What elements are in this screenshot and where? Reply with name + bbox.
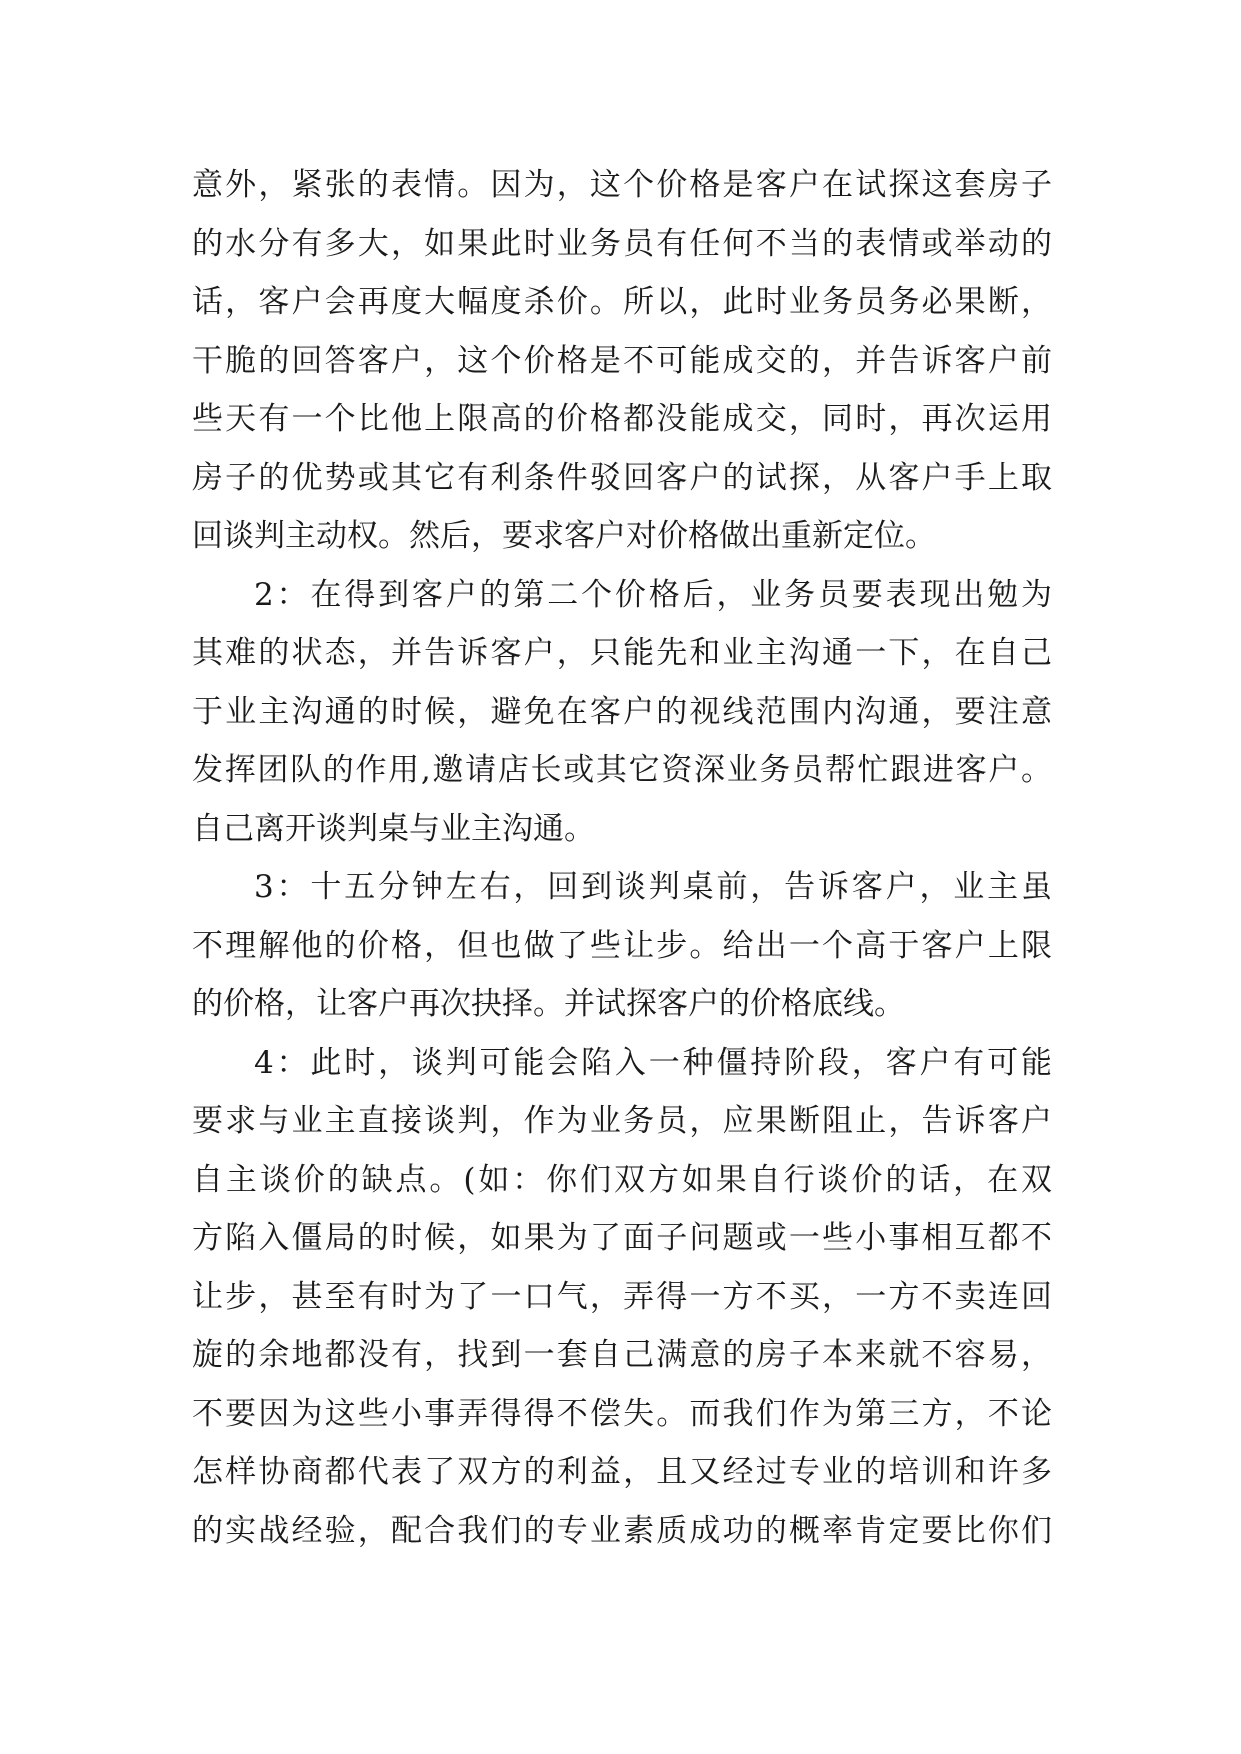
- text-line: 3：十五分钟左右，回到谈判桌前，告诉客户，业主虽: [254, 869, 1052, 905]
- text-line: 的实战经验，配合我们的专业素质成功的概率肯定要比你们: [192, 1512, 1052, 1549]
- text-line: 不理解他的价格，但也做了些让步。给出一个高于客户上限: [192, 927, 1052, 964]
- text-line: 自己离开谈判桌与业主沟通。: [192, 810, 595, 847]
- text-line: 其难的状态，并告诉客户，只能先和业主沟通一下，在自己: [192, 635, 1052, 671]
- text-line: 要求与业主直接谈判，作为业务员，应果断阻止，告诉客户: [192, 1103, 1052, 1139]
- text-line: 话，客户会再度大幅度杀价。所以，此时业务员务必果断，: [192, 284, 1052, 320]
- text-line: 4：此时，谈判可能会陷入一种僵持阶段，客户有可能: [254, 1044, 1052, 1081]
- text-line: 2：在得到客户的第二个价格后，业务员要表现出勉为: [254, 576, 1052, 613]
- paragraph-1: [192, 156, 1052, 566]
- text-line: 的水分有多大，如果此时业务员有任何不当的表情或举动的: [192, 225, 1052, 262]
- text-line: 回谈判主动权。然后，要求客户对价格做出重新定位。: [192, 518, 936, 554]
- document-body: [192, 156, 1052, 1560]
- text-line: 干脆的回答客户，这个价格是不可能成交的，并告诉客户前: [192, 342, 1052, 379]
- text-line: 发挥团队的作用,邀请店长或其它资深业务员帮忙跟进客户。: [192, 752, 1052, 788]
- text-line: 旋的余地都没有，找到一套自己满意的房子本来就不容易，: [192, 1337, 1052, 1373]
- text-line: 于业主沟通的时候，避免在客户的视线范围内沟通，要注意: [192, 693, 1052, 730]
- text-line: 让步，甚至有时为了一口气，弄得一方不买，一方不卖连回: [192, 1278, 1052, 1315]
- text-line: 些天有一个比他上限高的价格都没能成交，同时，再次运用: [192, 401, 1052, 437]
- text-line: 方陷入僵局的时候，如果为了面子问题或一些小事相互都不: [192, 1220, 1052, 1256]
- paragraph-3: [192, 858, 1052, 1034]
- text-line: 怎样协商都代表了双方的利益，且又经过专业的培训和许多: [192, 1454, 1052, 1490]
- paragraph-4: [192, 1034, 1052, 1561]
- text-line: 房子的优势或其它有利条件驳回客户的试探，从客户手上取: [192, 459, 1052, 496]
- text-line: 不要因为这些小事弄得得不偿失。而我们作为第三方，不论: [192, 1395, 1052, 1432]
- text-line: 自主谈价的缺点。(如：你们双方如果自行谈价的话，在双: [192, 1161, 1052, 1198]
- paragraph-2: [192, 566, 1052, 859]
- text-line: 意外，紧张的表情。因为，这个价格是客户在试探这套房子: [192, 167, 1052, 203]
- text-line: 的价格，让客户再次抉择。并试探客户的价格底线。: [192, 986, 905, 1022]
